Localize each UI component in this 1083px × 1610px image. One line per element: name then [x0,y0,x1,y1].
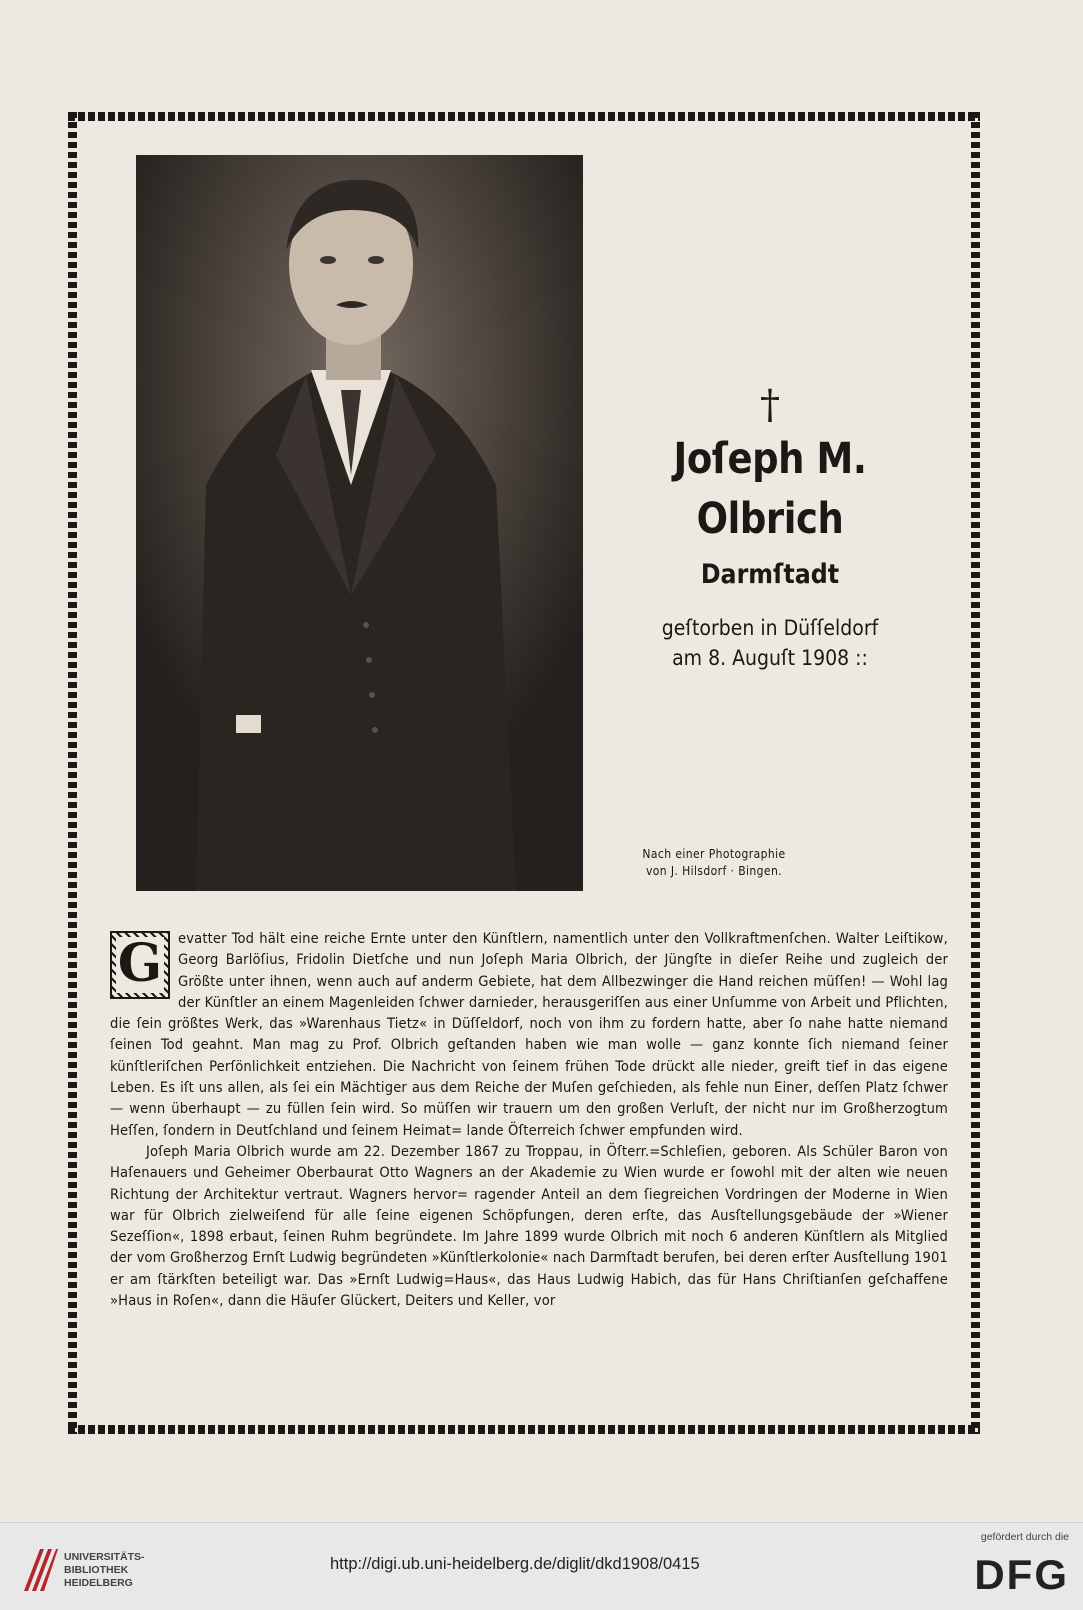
ornamental-frame-left [68,112,77,1434]
library-name[interactable] [64,1551,145,1590]
library-logo-icon[interactable] [20,1545,60,1595]
city-name: Darmſtadt [700,559,840,590]
funder-block[interactable] [974,1531,1069,1599]
permalink-url[interactable]: http://digi.ub.uni-heidelberg.de/diglit/dkd1908/0415 [330,1555,700,1573]
ornamental-frame-bottom [68,1425,980,1434]
death-note-line-1: geſtorben in Düſſeldorf [661,616,879,640]
ornamental-frame-top [68,112,980,121]
photo-caption [614,846,814,880]
ornamental-frame-right [971,112,980,1434]
library-name-line-2: BIBLIOTHEK [64,1564,129,1576]
library-name-line-1: UNIVERSITÄTS- [64,1551,145,1563]
cross-icon: † [760,382,780,428]
paragraph-2: Joſeph Maria Olbrich wurde am 22. Dezember 1867 zu Troppau, in Öſterr.=Schleſien, geboren. Als Schüler Baron von Haſenauers und Geheimer Oberbaurat Otto Wagners an der Akademie zu Wien wurde er ſowohl mit der alten wie neuen Richtung der Architektur vertraut. Wagners hervor= ragender Anteil an dem ſiegreichen Vordringen der Moderne in Wien war für Olbrich zielweiſend für alle ſeine eigenen Schöpfungen, deren erſte, das Ausſtellungsgebäude der »Wiener Sezeſſion«, 1898 erbaut, ſeinen Ruhm begründete. Im Jahre 1899 wurde Olbrich mit noch 6 anderen Künſtlern als Mitglied der vom Großherzog Ernſt Ludwig begründeten »Künſtlerkolonie« nach Darmſtadt berufen, bei deren erſter Ausſtellung 1901 er am ſtärkſten beteiligt war. Das »Ernſt Ludwig=Haus«, das Haus Ludwig Habich, das für Hans Chriſtianſen geſchaffene »Haus in Roſen«, dann die Häuſer Glückert, Deiters und Keller, vor [110,1142,948,1310]
caption-line-1: Nach einer Photographie [642,847,786,861]
obituary-body [110,928,948,1311]
paragraph-1-text: evatter Tod hält eine reiche Ernte unter den Künſtlern, namentlich unter den Vollkraftmenſchen. Walter Leiſtikow, Georg Barlöſius, Fridolin Dietſche und nun Joſeph Maria Olbrich, der Jüngſte in dieſer Reihe und zugleich der Größte unter ihnen, wenn auch auf anderm Gebiete, hat dem Allbezwinger die Hand reichen müſſen! — Wohl lag der Künſtler an einem Magenleiden ſchwer darnieder, herausgeriſſen aus einer Unſumme von Arbeit und Pflichten, die ſein größtes Werk, das »Warenhaus Tietz« in Düſſeldorf, noch von ihm zu fordern hatte, aber ſo nahe hatte niemand ſeinen Tod geahnt. Man mag zu Prof. Olbrich geſtanden haben wie man wolle — ganz konnte ſich niemand ſeiner künſtleriſchen Perſönlichkeit entziehen. Die Nachricht von ſeinem frühen Tode drückt alle nieder, greift tief in das eigene Leben. Es iſt uns allen, als ſei ein Mächtiger aus dem Reiche der Muſen geſchieden, als fehle nun Einer, deſſen Platz ſchwer — wenn überhaupt — zu füllen ſein wird. So müſſen wir trauern um den großen Verluſt, der nicht nur im Großherzogtum Heſſen, ſondern in Deutſchland und ſeinem Heimat= lande Öſterreich ſchwer empfunden wird. [110,930,948,1139]
dropcap-letter: G [117,933,163,994]
dfg-logo: DFG [974,1551,1069,1598]
portrait-photograph [136,155,583,891]
obituary-heading [600,382,940,673]
library-name-line-3: HEIDELBERG [64,1577,133,1589]
portrait-figure-icon [136,155,583,891]
dropcap-ornament [110,931,170,999]
funder-label: gefördert durch die [980,1531,1069,1543]
deceased-name: Joſeph M. Olbrich [673,434,867,544]
caption-line-2: von J. Hilsdorf · Bingen. [645,864,783,878]
death-note-line-2: am 8. Auguſt 1908 :: [672,646,868,670]
library-footer-bar [0,1522,1083,1610]
paragraph-1 [110,928,948,1141]
